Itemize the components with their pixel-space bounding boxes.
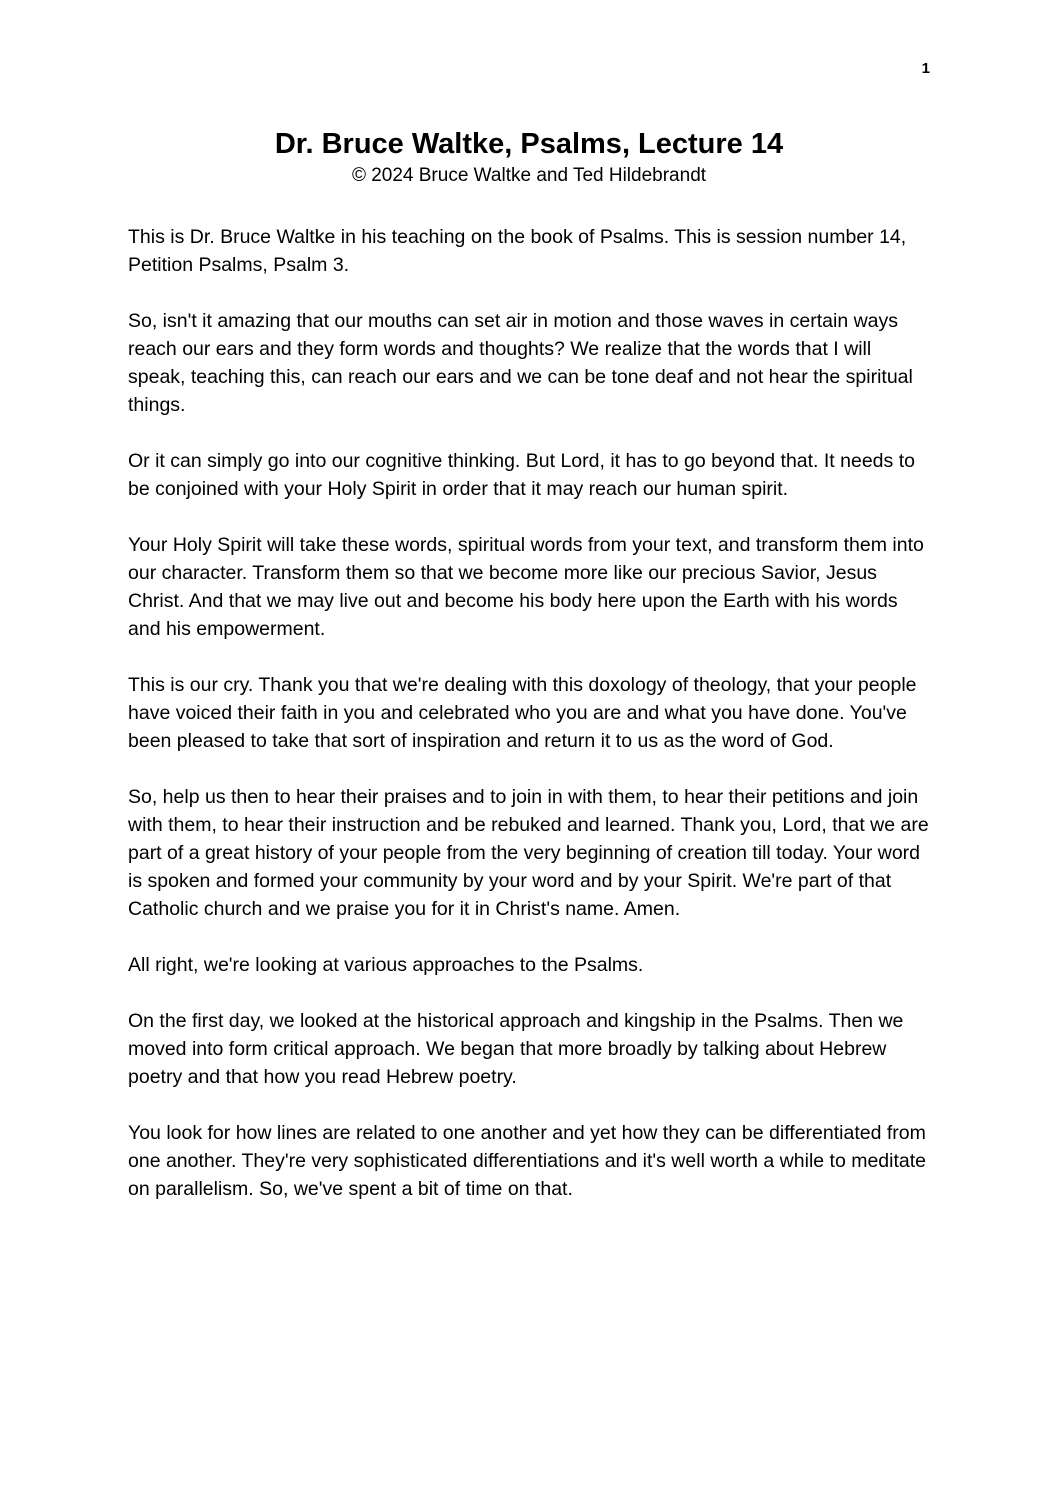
body-text [128,223,930,1203]
paragraph: Your Holy Spirit will take these words, spiritual words from your text, and transform them into our character. Transform them so that we become more like our precious Savior, Jesus Christ. And that we may live out and become his body here upon the Earth with his words and his empowerment. [128,534,924,640]
page-number: 1 [921,60,930,77]
paragraph: So, isn't it amazing that our mouths can set air in motion and those waves in certain ways reach our ears and they form words and thoughts? We realize that the words that I will speak, teaching this, can reach our ears and we can be tone deaf and not hear the spiritual things. [128,310,913,416]
paragraph: This is our cry. Thank you that we're dealing with this doxology of theology, that your people have voiced their faith in you and celebrated who you are and what you have done. You've been pleased to take that sort of inspiration and return it to us as the word of God. [128,674,917,752]
paragraph: Or it can simply go into our cognitive thinking. But Lord, it has to go beyond that. It needs to be conjoined with your Holy Spirit in order that it may reach our human spirit. [128,450,915,500]
paragraph: So, help us then to hear their praises and to join in with them, to hear their petitions and join with them, to hear their instruction and be rebuked and learned. Thank you, Lord, that we are part of a great history of your people from the very beginning of creation till today. Your word is spoken and formed your community by your word and by your Spirit. We're part of that Catholic church and we praise you for it in Christ's name. Amen. [128,786,929,920]
paragraph: All right, we're looking at various approaches to the Psalms. [128,954,644,976]
paragraph: You look for how lines are related to one another and yet how they can be differentiated from one another. They're very sophisticated differentiations and it's well worth a while to meditate on parallelism. So, we've spent a bit of time on that. [128,1122,927,1200]
paragraph: This is Dr. Bruce Waltke in his teaching on the book of Psalms. This is session number 14, Petition Psalms, Psalm 3. [128,226,907,276]
page-title: Dr. Bruce Waltke, Psalms, Lecture 14 [274,128,784,160]
copyright-subtitle: © 2024 Bruce Waltke and Ted Hildebrandt [351,165,707,186]
paragraph: On the first day, we looked at the historical approach and kingship in the Psalms. Then we moved into form critical approach. We began that more broadly by talking about Hebrew poetry and that how you read Hebrew poetry. [128,1010,904,1088]
